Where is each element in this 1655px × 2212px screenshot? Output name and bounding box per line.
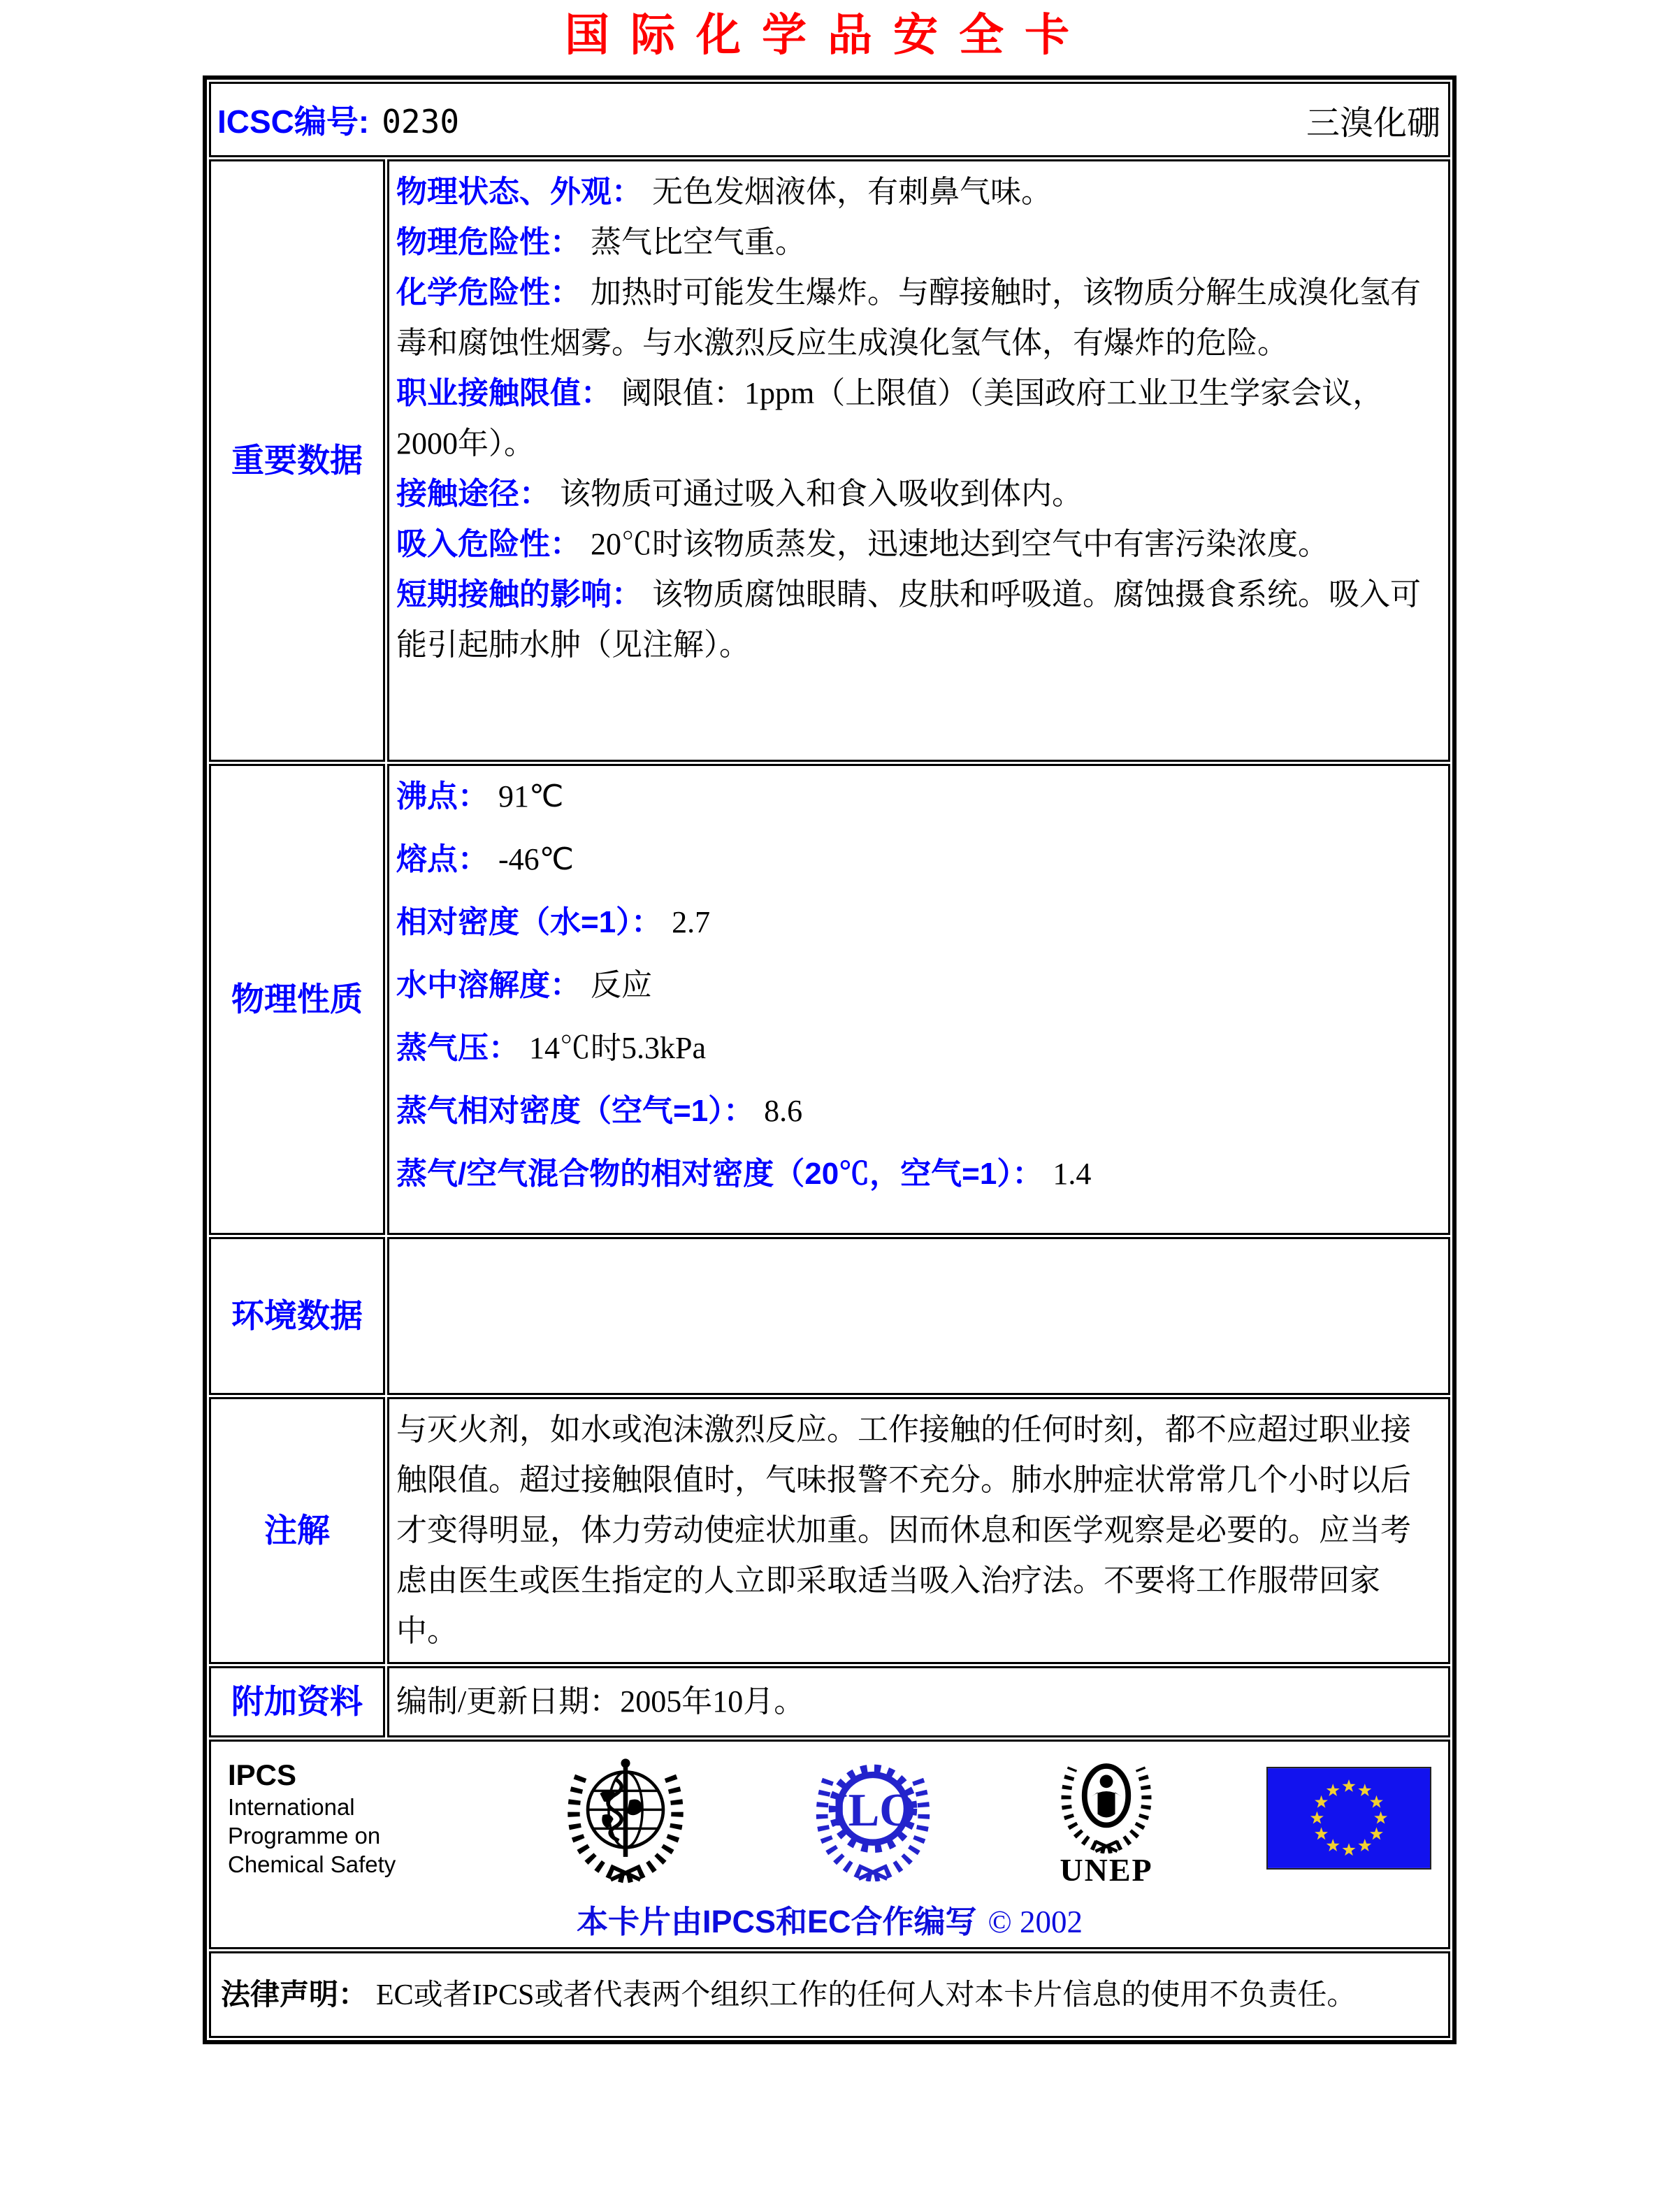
item-label: 职业接触限值：: [396, 376, 612, 410]
unep-logo-icon: [1046, 1749, 1166, 1853]
item-label: 蒸气压：: [396, 1031, 519, 1065]
attribution-text: 本卡片由IPCS和EC合作编写: [577, 1904, 977, 1939]
data-item: [396, 268, 1437, 368]
icsc-number-group: [217, 96, 459, 143]
safety-card-table: [203, 75, 1457, 2044]
data-item: [396, 217, 1437, 268]
additional-date-label: 编制/更新日期：: [396, 1684, 621, 1719]
item-label: 吸入危险性：: [396, 527, 581, 561]
item-label: 化学危险性：: [396, 275, 581, 310]
ipcs-acronym: IPCS: [228, 1758, 297, 1791]
icsc-number-value: 0230: [382, 103, 460, 140]
legal-notice-text: EC或者IPCS或者代表两个组织工作的任何人对本卡片信息的使用不负责任。: [376, 1979, 1357, 2011]
item-text: 20℃时该物质蒸发，迅速地达到空气中有害污染浓度。: [591, 527, 1329, 561]
section-label-important-data: 重要数据: [209, 159, 385, 762]
copyright-text: © 2002: [988, 1904, 1083, 1939]
item-text: 14℃时5.3kPa: [529, 1031, 706, 1065]
data-item: [396, 834, 1437, 885]
section-content-additional-info: [387, 1666, 1450, 1737]
page-title: 国际化学品安全卡: [565, 10, 1090, 60]
chemical-name: 三溴化硼: [1306, 104, 1440, 142]
legal-notice-label: 法律声明：: [221, 1977, 368, 2011]
item-label: 短期接触的影响：: [396, 577, 642, 612]
item-text: 该物质腐蚀眼睛、皮肤和呼吸道。腐蚀摄食系统。吸入可能引起肺水肿（见注解）。: [396, 577, 1421, 662]
item-text: -46℃: [498, 842, 574, 876]
unep-logo-text: UNEP: [1060, 1851, 1153, 1888]
unep-logo-block: [1046, 1749, 1166, 1888]
section-content-important-data: [387, 159, 1450, 762]
data-item: [396, 1149, 1437, 1199]
data-item: [396, 570, 1437, 670]
item-text: 8.6: [764, 1094, 803, 1128]
item-text: 1.4: [1053, 1157, 1092, 1191]
ipcs-line: Chemical Safety: [228, 1851, 396, 1877]
section-label-physical-properties: 物理性质: [209, 764, 385, 1235]
item-label: 蒸气/空气混合物的相对密度（20℃，空气=1）：: [396, 1157, 1043, 1191]
logos-row: [209, 1740, 1450, 1949]
ilo-logo-letters: ILO: [830, 1784, 916, 1837]
section-label-environmental-data: 环境数据: [209, 1237, 385, 1395]
data-item: [396, 897, 1437, 948]
section-content-environmental-data: [387, 1237, 1450, 1395]
item-text: 2.7: [672, 905, 711, 939]
section-content-physical-properties: [387, 764, 1450, 1235]
who-logo-icon: [551, 1747, 700, 1889]
item-label: 物理状态、外观：: [396, 175, 642, 209]
ipcs-line: Programme on: [228, 1823, 381, 1849]
attribution-caption: [221, 1896, 1438, 1942]
section-content-notes: [387, 1397, 1450, 1664]
data-item: [396, 1086, 1437, 1136]
item-text: 反应: [591, 968, 652, 1002]
ilo-logo-icon: [800, 1751, 946, 1885]
section-label-notes: 注解: [209, 1397, 385, 1664]
data-item: [396, 960, 1437, 1011]
item-label: 水中溶解度：: [396, 968, 581, 1002]
item-label: 相对密度（水=1）：: [396, 905, 663, 939]
item-text: 蒸气比空气重。: [591, 225, 806, 259]
item-label: 蒸气相对密度（空气=1）：: [396, 1094, 755, 1128]
card-header-row: [209, 82, 1450, 157]
item-label: 沸点：: [396, 779, 489, 814]
item-label: 熔点：: [396, 842, 489, 876]
data-item: [396, 519, 1437, 570]
item-text: 加热时可能发生爆炸。与醇接触时，该物质分解生成溴化氢有毒和腐蚀性烟雾。与水激烈反应生成溴化氢气体，有爆炸的危险。: [396, 275, 1421, 360]
item-label: 物理危险性：: [396, 225, 581, 259]
data-item: [396, 1677, 1437, 1727]
data-item: [396, 772, 1437, 822]
item-text: 阈限值：1ppm（上限值）（美国政府工业卫生学家会议，2000年）。: [396, 376, 1384, 461]
item-label: 接触途径：: [396, 477, 550, 511]
item-text: 该物质可通过吸入和食入吸收到体内。: [560, 477, 1083, 511]
ipcs-text-block: [228, 1758, 451, 1879]
notes-paragraph: 与灭火剂，如水或泡沫激烈反应。工作接触的任何时刻，都不应超过职业接触限值。超过接触限值时，气味报警不充分。肺水肿症状常常几个小时以后才变得明显，体力劳动使症状加重。因而休息和医学观察是必要的。应当考虑由医生或医生指定的人立即采取适当吸入治疗法。不要将工作服带回家中。: [396, 1412, 1411, 1648]
data-item: [396, 1023, 1437, 1074]
data-item: [396, 167, 1437, 217]
data-item: [396, 368, 1437, 469]
section-label-additional-info: 附加资料: [209, 1666, 385, 1737]
icsc-number-label: ICSC编号:: [217, 103, 370, 140]
eu-flag-icon: [1266, 1767, 1431, 1870]
additional-date-value: 2005年10月。: [620, 1684, 805, 1719]
item-text: 91℃: [498, 779, 564, 814]
ipcs-line: International: [228, 1794, 355, 1820]
data-item: [396, 469, 1437, 519]
item-text: 无色发烟液体，有刺鼻气味。: [652, 175, 1052, 209]
legal-notice-row: [209, 1951, 1450, 2038]
